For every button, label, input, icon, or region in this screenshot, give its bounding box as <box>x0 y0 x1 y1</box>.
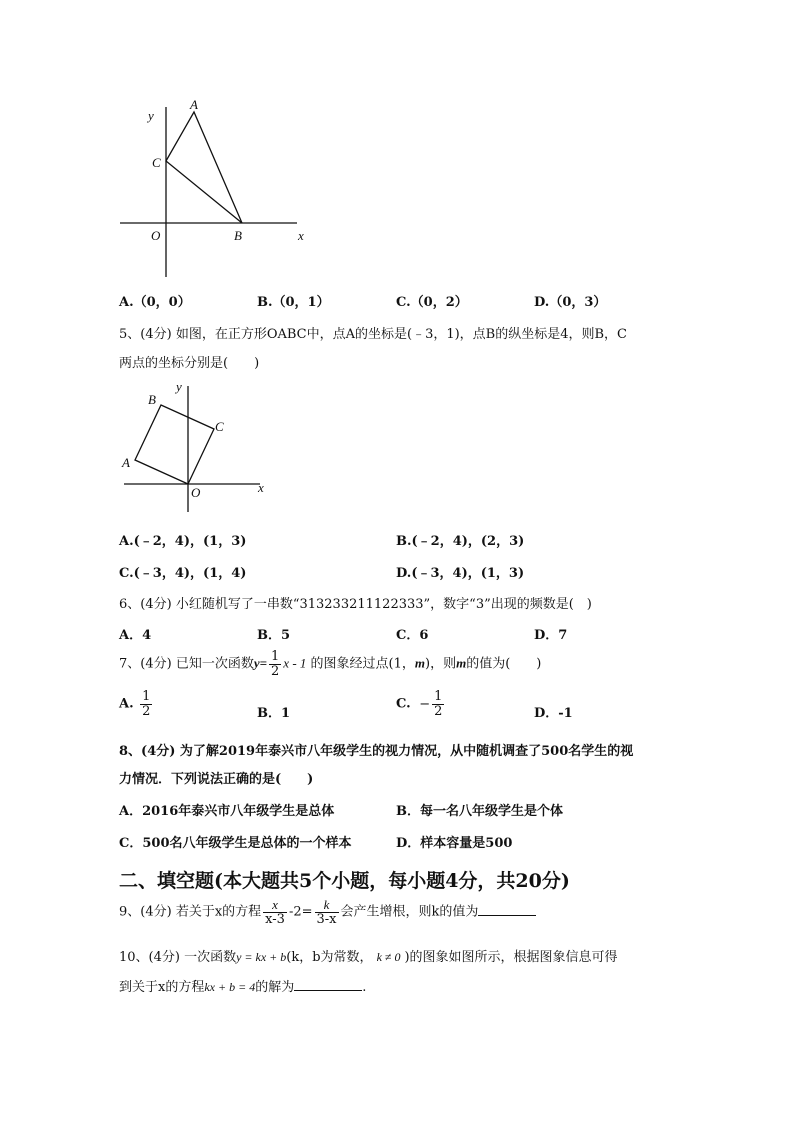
q7-m: m <box>414 655 426 671</box>
q5-text-line2: 两点的坐标分别是( ) <box>119 356 260 371</box>
section-heading-fill-in: 二、填空题(本大题共5个小题，每小题4分，共20分) <box>119 870 570 892</box>
q10-cond: k ≠ 0 <box>376 950 401 964</box>
q4-option-d: D.（0，3） <box>534 295 607 310</box>
q7-suffix-a: 的图象经过点(1， <box>310 656 415 672</box>
q10-text-line1 <box>119 946 618 965</box>
label-c: C <box>152 155 161 170</box>
q5-text-line1: 5、(4分) 如图，在正方形OABC中，点A的坐标是(﹣3，1)，点B的纵坐标是4，则B，C <box>119 327 628 342</box>
q7-suffix-c: 的值为( ) <box>466 656 542 672</box>
q8-text-line1: 8、(4分) 为了解2019年泰兴市八年级学生的视力情况，从中随机调查了500名学生的视 <box>119 744 634 759</box>
triangle-abc <box>166 112 242 223</box>
q6-text: 6、(4分) 小红随机写了一串数“313233211122333”，数字“3”出现的频数是( ) <box>119 597 592 612</box>
q5-option-c: C.(﹣3，4)，(1，4) <box>119 566 247 581</box>
q10-mid2: )的图象如图所示，根据图象信息可得 <box>404 950 618 965</box>
q4-option-c: C.（0，2） <box>396 295 468 310</box>
q7-y-eq: y= <box>253 655 268 671</box>
label-b: B <box>148 392 156 407</box>
q7-option-c-num: 1 <box>434 689 443 704</box>
q7-text <box>119 650 541 678</box>
label-y: y <box>176 379 182 394</box>
q10-line2-prefix: 到关于x的方程 <box>119 980 205 995</box>
q7-option-a-num: 1 <box>142 689 151 704</box>
q7-option-a-den: 2 <box>142 703 151 719</box>
q10-text-line2 <box>119 976 366 995</box>
q7-option-c <box>396 690 446 718</box>
q7-frac-num: 1 <box>271 649 280 664</box>
q9-f1-num: x <box>263 898 287 913</box>
q9-fraction-1 <box>263 898 287 926</box>
q4-option-b: B.（0，1） <box>257 295 330 310</box>
q9-mid: -2= <box>288 904 313 920</box>
q9-fraction-2 <box>315 898 339 926</box>
q10-end: . <box>362 980 367 995</box>
q10-eq1: y = kx + b <box>236 950 287 964</box>
q7-m2: m <box>456 655 467 671</box>
q8-option-d: D．样本容量是500 <box>396 836 513 851</box>
q9-f2-den: 3-x <box>316 911 337 927</box>
q5-option-b: B.(﹣2，4)，(2，3) <box>396 534 525 549</box>
q8-option-a: A．2016年泰兴市八年级学生是总体 <box>119 804 335 819</box>
figure-triangle <box>112 95 312 285</box>
q7-option-b: B．1 <box>257 706 291 721</box>
square-oabc <box>135 405 214 484</box>
q9-f2-num: k <box>315 898 339 913</box>
q8-text-line2: 力情况．下列说法正确的是( ) <box>119 772 314 787</box>
q9-prefix: 9、(4分) 若关于x的方程 <box>119 904 262 920</box>
label-b: B <box>234 228 242 243</box>
q10-mid1: (k，b为常数， <box>286 950 373 965</box>
q7-option-c-label: C. <box>396 696 411 712</box>
q7-option-a-label: A. <box>119 696 134 712</box>
q9-f1-den: x-3 <box>265 911 285 927</box>
label-x: x <box>298 228 304 243</box>
q7-fraction <box>269 650 281 678</box>
q6-option-b: B．5 <box>257 628 291 643</box>
label-a: A <box>122 455 130 470</box>
q7-option-c-fraction <box>432 690 444 718</box>
label-c: C <box>215 419 224 434</box>
label-x: x <box>258 480 264 495</box>
q8-option-c: C．500名八年级学生是总体的一个样本 <box>119 836 352 851</box>
label-a: A <box>190 97 198 112</box>
q7-option-d: D．-1 <box>534 706 573 721</box>
figure-square <box>118 376 278 516</box>
q7-suffix-b: )，则 <box>425 656 457 672</box>
q7-option-a-fraction <box>140 690 152 718</box>
q4-option-a: A.（0，0） <box>119 295 191 310</box>
q6-option-d: D．7 <box>534 628 568 643</box>
q7-option-a <box>119 690 154 718</box>
q8-option-b: B．每一名八年级学生是个体 <box>396 804 563 819</box>
q7-frac-den: 2 <box>271 663 280 679</box>
q10-prefix: 10、(4分) 一次函数 <box>119 950 237 965</box>
q10-eq2: kx + b = 4 <box>204 980 256 994</box>
q10-answer-blank[interactable] <box>294 990 362 991</box>
q9-answer-blank[interactable] <box>478 915 536 916</box>
q9-text <box>119 898 536 926</box>
q7-prefix: 7、(4分) 已知一次函数 <box>119 656 254 672</box>
q6-option-a: A．4 <box>119 628 152 643</box>
q5-option-d: D.(﹣3，4)，(1，3) <box>396 566 525 581</box>
label-o: O <box>151 228 161 243</box>
q9-suffix: 会产生增根，则k的值为 <box>340 904 479 920</box>
q7-x-part: x - 1 <box>283 655 307 671</box>
q10-line2-suffix: 的解为 <box>255 980 295 995</box>
q7-option-c-den: 2 <box>434 703 443 719</box>
q5-option-a: A.(﹣2，4)，(1，3) <box>119 534 247 549</box>
label-y: y <box>148 108 154 123</box>
label-o: O <box>191 485 201 500</box>
q7-option-c-sign: − <box>419 696 431 712</box>
q6-option-c: C．6 <box>396 628 429 643</box>
